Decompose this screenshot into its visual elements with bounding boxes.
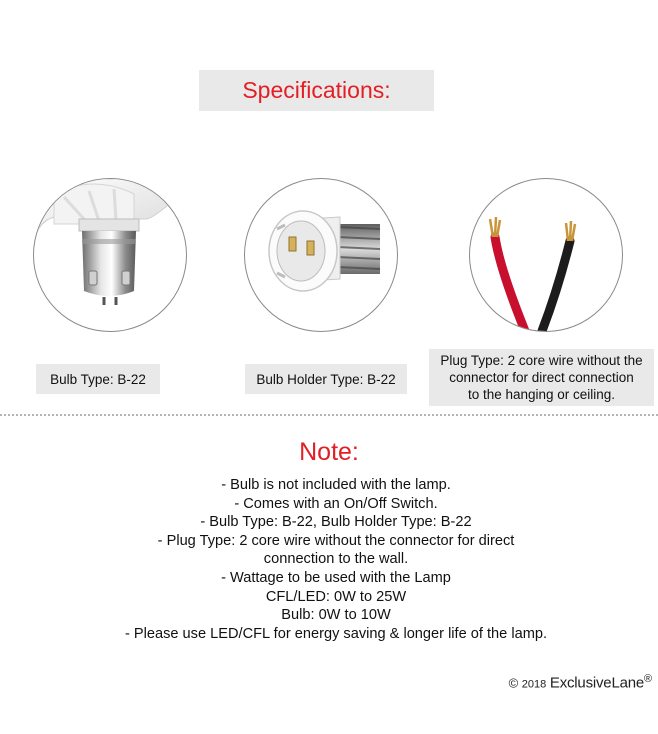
note-line: - Plug Type: 2 core wire without the connector for direct <box>157 532 515 549</box>
bulb-holder-adapter-icon <box>245 179 397 331</box>
bulb-holder-type-label: Bulb Holder Type: B-22 <box>245 364 407 394</box>
note-line: - Bulb is not included with the lamp. <box>221 477 451 493</box>
bulb-type-image <box>33 178 187 332</box>
note-line: - Bulb Type: B-22, Bulb Holder Type: B-22 <box>200 514 472 531</box>
note-line: Bulb: 0W to 10W <box>281 607 391 624</box>
copyright-footer <box>509 673 652 691</box>
note-line: - Wattage to be used with the Lamp <box>221 569 451 586</box>
plug-type-label-line: to the hanging or ceiling. <box>467 387 616 402</box>
note-list <box>0 476 658 643</box>
note-line: CFL/LED: 0W to 25W <box>265 588 407 605</box>
note-line: - Please use LED/CFL for energy saving & longer life of the lamp. <box>124 625 548 642</box>
plug-wire-image <box>469 178 623 332</box>
bulb-type-label: Bulb Type: B-22 <box>36 364 160 394</box>
copyright-year: 2018 <box>521 678 547 691</box>
two-core-wire-icon <box>470 179 622 331</box>
b22-bulb-base-icon <box>34 179 186 331</box>
bulb-holder-image <box>244 178 398 332</box>
note-line: - Comes with an On/Off Switch. <box>234 495 438 512</box>
copyright-symbol: © <box>508 675 519 691</box>
specifications-title: Specifications: <box>199 70 434 111</box>
brand-name: ExclusiveLane <box>549 674 645 692</box>
plug-type-label-line: Plug Type: 2 core wire without the <box>440 353 643 368</box>
note-title: Note: <box>299 438 359 466</box>
plug-type-label-line: connector for direct connection <box>449 370 634 385</box>
registered-mark: ® <box>644 673 652 685</box>
section-divider <box>0 414 658 416</box>
note-line: connection to the wall. <box>263 551 409 568</box>
plug-type-label <box>429 349 654 406</box>
